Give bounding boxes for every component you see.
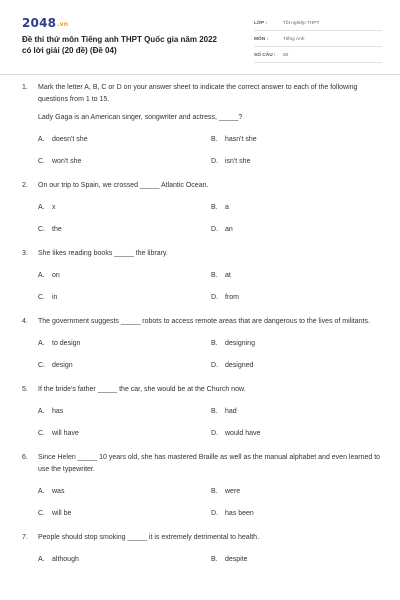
question-3: [22, 248, 382, 304]
option-text: on: [52, 272, 60, 279]
question-text: People should stop smoking _____ it is extremely detrimental to health.: [38, 534, 260, 541]
option-text: a: [225, 204, 229, 211]
option-text: the: [52, 226, 62, 233]
answer-options: [38, 554, 382, 566]
answer-options: [38, 338, 382, 372]
logo-text: 2048: [22, 16, 57, 30]
option-text: would have: [225, 430, 261, 437]
option-text: isn't she: [225, 158, 251, 165]
option-text: will be: [52, 510, 72, 517]
option-text: in: [52, 294, 58, 301]
option-text: hasn't she: [225, 136, 257, 143]
question-text: If the bride's father _____ the car, she would be at the Church now.: [38, 386, 246, 393]
option-letter: B.: [211, 340, 218, 347]
option-text: designed: [225, 362, 254, 369]
option-text: at: [225, 272, 231, 279]
option-letter: A.: [38, 204, 45, 211]
option-b[interactable]: [211, 202, 384, 214]
meta-value: Tiếng Anh: [283, 36, 305, 42]
option-letter: C.: [38, 226, 45, 233]
option-b[interactable]: [211, 338, 384, 350]
option-b[interactable]: [211, 554, 384, 566]
meta-row-question-count: [254, 48, 382, 63]
question-stem: Lady Gaga is an American singer, songwriter and actress, _____?: [38, 114, 243, 121]
option-letter: B.: [211, 136, 218, 143]
option-d[interactable]: [211, 508, 384, 520]
question-number: 3.: [22, 250, 28, 257]
option-text: designing: [225, 340, 255, 347]
option-letter: D.: [211, 226, 218, 233]
option-text: design: [52, 362, 73, 369]
option-a[interactable]: [38, 202, 211, 214]
question-number: 2.: [22, 182, 28, 189]
question-number: 7.: [22, 534, 28, 541]
option-letter: A.: [38, 340, 45, 347]
option-letter: D.: [211, 510, 218, 517]
option-d[interactable]: [211, 428, 384, 440]
question-2: [22, 180, 382, 236]
option-text: has: [52, 408, 64, 415]
option-a[interactable]: [38, 270, 211, 282]
option-letter: A.: [38, 272, 45, 279]
option-a[interactable]: [38, 338, 211, 350]
question-5: [22, 384, 382, 440]
question-number: 5.: [22, 386, 28, 393]
option-letter: B.: [211, 204, 218, 211]
question-number: 1.: [22, 84, 28, 91]
option-a[interactable]: [38, 406, 211, 418]
logo-suffix: .vn: [57, 21, 69, 28]
option-letter: A.: [38, 488, 45, 495]
option-letter: B.: [211, 488, 218, 495]
question-6: [22, 452, 382, 520]
meta-label: SỐ CÂU :: [254, 52, 276, 58]
option-text: from: [225, 294, 239, 301]
question-number: 6.: [22, 454, 28, 461]
question-7: [22, 532, 382, 566]
option-b[interactable]: [211, 406, 384, 418]
option-text: despite: [225, 556, 248, 563]
option-letter: B.: [211, 408, 218, 415]
option-a[interactable]: [38, 134, 211, 146]
option-c[interactable]: [38, 508, 211, 520]
option-letter: B.: [211, 556, 218, 563]
option-letter: C.: [38, 430, 45, 437]
exam-meta: [254, 16, 382, 63]
option-text: has been: [225, 510, 254, 517]
option-text: won't she: [52, 158, 82, 165]
option-c[interactable]: [38, 428, 211, 440]
option-text: had: [225, 408, 237, 415]
option-letter: C.: [38, 510, 45, 517]
question-1: [22, 82, 382, 168]
option-text: an: [225, 226, 233, 233]
option-letter: A.: [38, 556, 45, 563]
answer-options: [38, 202, 382, 236]
question-text: She likes reading books _____ the library.: [38, 250, 168, 257]
question-text: Mark the letter A, B, C or D on your answer sheet to indicate the correct answer to each of the following questions from 1 to 15.: [38, 84, 358, 103]
site-logo[interactable]: [22, 16, 68, 30]
option-letter: C.: [38, 362, 45, 369]
question-text: On our trip to Spain, we crossed _____ Atlantic Ocean.: [38, 182, 209, 189]
header-divider: [0, 74, 400, 75]
option-c[interactable]: [38, 224, 211, 236]
meta-value: 50: [283, 52, 289, 58]
option-d[interactable]: [211, 360, 384, 372]
meta-label: MÔN :: [254, 36, 269, 42]
option-text: x: [52, 204, 56, 211]
meta-label: LỚP :: [254, 20, 268, 26]
answer-options: [38, 270, 382, 304]
document-title: Đề thi thử môn Tiếng anh THPT Quốc gia năm 2022 có lời giải (20 đề) (Đề 04): [22, 35, 218, 55]
meta-row-subject: [254, 32, 382, 47]
answer-options: [38, 134, 382, 168]
option-letter: D.: [211, 362, 218, 369]
option-b[interactable]: [211, 134, 384, 146]
question-list: [22, 82, 382, 566]
option-b[interactable]: [211, 270, 384, 282]
option-letter: A.: [38, 408, 45, 415]
option-letter: C.: [38, 294, 45, 301]
question-text: The government suggests _____ robots to access remote areas that are dangerous to the lives of militants.: [38, 318, 370, 325]
question-text: Since Helen _____ 10 years old, she has mastered Braille as well as the manual alphabet and even learned to use the typewriter.: [38, 454, 381, 473]
option-letter: A.: [38, 136, 45, 143]
option-letter: D.: [211, 294, 218, 301]
option-text: to design: [52, 340, 81, 347]
option-d[interactable]: [211, 156, 384, 168]
option-letter: D.: [211, 158, 218, 165]
option-text: doesn't she: [52, 136, 88, 143]
question-4: [22, 316, 382, 372]
option-a[interactable]: [38, 486, 211, 498]
option-c[interactable]: [38, 360, 211, 372]
page-header: [22, 14, 382, 64]
option-text: will have: [52, 430, 79, 437]
option-text: were: [225, 488, 241, 495]
option-text: was: [52, 488, 65, 495]
question-number: 4.: [22, 318, 28, 325]
option-letter: D.: [211, 430, 218, 437]
option-c[interactable]: [38, 292, 211, 304]
option-b[interactable]: [211, 486, 384, 498]
meta-row-grade: [254, 16, 382, 31]
option-letter: B.: [211, 272, 218, 279]
meta-value: Tốt nghiệp THPT: [283, 20, 320, 26]
option-d[interactable]: [211, 292, 384, 304]
option-a[interactable]: [38, 554, 211, 566]
option-d[interactable]: [211, 224, 384, 236]
option-text: although: [52, 556, 79, 563]
answer-options: [38, 486, 382, 520]
answer-options: [38, 406, 382, 440]
option-c[interactable]: [38, 156, 211, 168]
option-letter: C.: [38, 158, 45, 165]
